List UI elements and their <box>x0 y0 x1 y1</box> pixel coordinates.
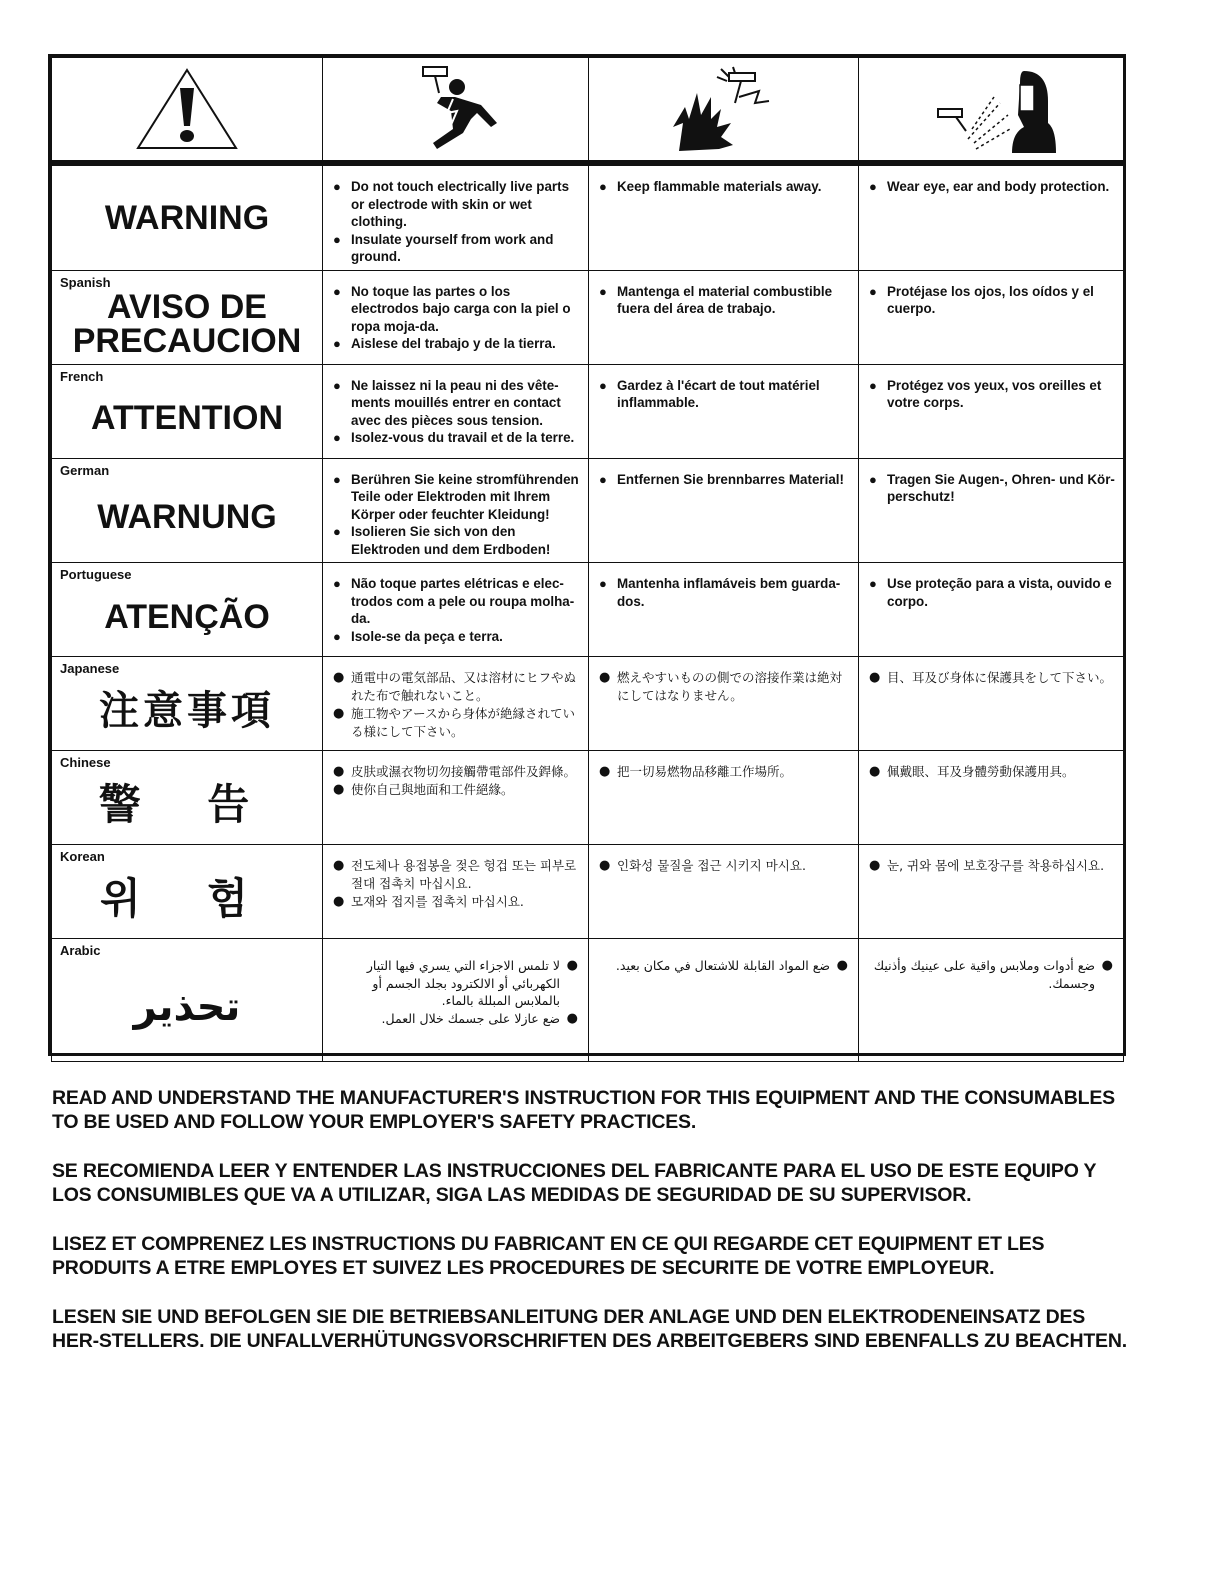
row-german <box>52 458 1124 563</box>
list-item: ● Não toque partes elétricas e elec-trodos com a pele ou roupa molha-da. <box>333 575 580 628</box>
list-item: ● 把一切易燃物品移離工作場所。 <box>599 763 850 781</box>
list-item: ● 皮肤或濕衣物切勿接觸帶電部件及銲條。 <box>333 763 580 781</box>
shock-cell <box>323 939 589 1062</box>
fire-cell <box>589 845 859 939</box>
protection-cell <box>859 270 1124 364</box>
list-item: ● Gardez à l'écart de tout matériel inflammable. <box>599 377 850 412</box>
signal-word: WARNING <box>104 198 270 237</box>
list-item: ● Isolez-vous du travail et de la terre. <box>333 429 580 447</box>
list-item: ● ضع المواد القابلة للاشتعال في مكان بعيد. <box>595 957 848 975</box>
shock-cell <box>323 270 589 364</box>
language-label: French <box>60 368 104 384</box>
list-item: ● ضع أدوات وملابس واقية على عينيك وأذنيك وجسمك. <box>865 957 1113 992</box>
row-chinese <box>52 751 1124 845</box>
protection-cell <box>859 657 1124 751</box>
protection-cell <box>859 845 1124 939</box>
list-item: ● Aislese del trabajo y de la tierra. <box>333 335 580 353</box>
warning-triangle-icon <box>132 64 242 154</box>
instruction-french: LISEZ ET COMPRENEZ LES INSTRUCTIONS DU FABRICANT EN CE QUI REGARDE CET EQUIPMENT ET LES PRODUITS A ETRE EMPLOYES ET SUIVEZ LES PROCEDURES DE SECURITE DE VOTRE EMPLOYEUR. <box>52 1233 1045 1279</box>
list-item: ● Protéjase los ojos, los oídos y el cuerpo. <box>869 283 1115 318</box>
language-label: Spanish <box>60 274 111 290</box>
lang-cell <box>52 845 323 939</box>
lang-cell <box>52 458 323 563</box>
list-item: ● 燃えやすいものの側での溶接作業は絶対にしてはなりません。 <box>599 669 850 705</box>
icon-cell-shock <box>323 58 589 164</box>
lang-cell <box>52 270 323 364</box>
lang-cell <box>52 163 323 270</box>
list-item: ● No toque las partes o los electrodos bajo carga con la piel o ropa moja-da. <box>333 283 580 336</box>
row-english <box>52 163 1124 270</box>
lang-cell <box>52 657 323 751</box>
fire-cell <box>589 751 859 845</box>
protection-cell <box>859 751 1124 845</box>
signal-word: AVISO DE PRECAUCION <box>72 288 302 360</box>
row-portuguese <box>52 563 1124 657</box>
row-korean <box>52 845 1124 939</box>
fire-cell <box>589 163 859 270</box>
warning-grid <box>51 57 1124 1062</box>
row-arabic <box>52 939 1124 1062</box>
fire-cell <box>589 563 859 657</box>
language-label: Chinese <box>60 755 111 770</box>
list-item: ● 전도체나 용접봉을 젖은 헝겁 또는 피부로 절대 접촉치 마십시요. <box>333 857 580 893</box>
list-item: ● 通電中の電気部品、又は溶材にヒフやぬれた布で触れないこと。 <box>333 669 580 705</box>
protection-cell <box>859 364 1124 458</box>
instruction-english: READ AND UNDERSTAND THE MANUFACTURER'S INSTRUCTION FOR THIS EQUIPMENT AND THE CONSUMABLES TO BE USED AND FOLLOW YOUR EMPLOYER'S SAFETY PRACTICES. <box>52 1087 1115 1133</box>
list-item: ● Keep flammable materials away. <box>599 178 850 196</box>
shock-cell <box>323 163 589 270</box>
signal-word: 注意事項 <box>99 687 275 734</box>
protection-cell <box>859 939 1124 1062</box>
protection-cell <box>859 163 1124 270</box>
list-item: ● 모재와 접지를 접촉치 마십시요. <box>333 893 580 911</box>
lang-cell <box>52 364 323 458</box>
list-item: ● Wear eye, ear and body protection. <box>869 178 1115 196</box>
list-item: ● Berühren Sie keine stromführenden Teile oder Elektroden mit Ihrem Körper oder feuchter Kleidung! <box>333 471 580 524</box>
lang-cell <box>52 939 323 1062</box>
signal-word: 警 告 <box>98 779 276 829</box>
instruction-german: LESEN SIE UND BEFOLGEN SIE DIE BETRIEBSANLEITUNG DER ANLAGE UND DEN ELEKTRODENEINSATZ DES HER-STELLERS. DIE UNFALLVERHÜTUNGSVORSCHRIFTEN DES ARBEITGEBERS SIND EBENFALLS ZU BEACHTEN. <box>52 1306 1127 1352</box>
eye-ear-body-protection-icon <box>916 63 1066 155</box>
list-item: ● Isolieren Sie sich von den Elektroden und dem Erdboden! <box>333 523 580 558</box>
list-item: ● 눈, 귀와 몸에 보호장구를 착용하십시요. <box>869 857 1115 875</box>
protection-cell <box>859 458 1124 563</box>
protection-cell <box>859 563 1124 657</box>
language-label: Arabic <box>60 943 101 958</box>
list-item: ● Use proteção para a vista, ouvido e corpo. <box>869 575 1115 610</box>
list-item: ● Mantenga el material combustible fuera del área de trabajo. <box>599 283 850 318</box>
signal-word: 위 험 <box>100 873 274 923</box>
list-item: ● Tragen Sie Augen-, Ohren- und Kör-perschutz! <box>869 471 1115 506</box>
icon-cell-protection <box>859 58 1124 164</box>
language-label: Korean <box>60 849 105 864</box>
shock-cell <box>323 657 589 751</box>
row-spanish <box>52 270 1124 364</box>
lang-cell <box>52 751 323 845</box>
list-item: ● 使你自己與地面和工件絕緣。 <box>333 781 580 799</box>
language-label: German <box>60 462 110 478</box>
fire-cell <box>589 364 859 458</box>
row-japanese <box>52 657 1124 751</box>
shock-cell <box>323 845 589 939</box>
signal-word: ATTENTION <box>90 399 283 437</box>
icon-cell-fire <box>589 58 859 164</box>
icon-cell-warning <box>52 58 323 164</box>
icon-row <box>52 58 1124 164</box>
language-label: Portuguese <box>60 567 132 582</box>
instruction-notes <box>52 1086 1132 1378</box>
shock-cell <box>323 364 589 458</box>
shock-cell <box>323 751 589 845</box>
fire-cell <box>589 939 859 1062</box>
lang-cell <box>52 563 323 657</box>
list-item: ● ضع عازلا على جسمك خلال العمل. <box>329 1010 578 1028</box>
warning-table <box>48 54 1126 1056</box>
fire-cell <box>589 657 859 751</box>
instruction-spanish: SE RECOMIENDA LEER Y ENTENDER LAS INSTRUCCIONES DEL FABRICANTE PARA EL USO DE ESTE EQUIPO Y LOS CONSUMIBLES QUE VA A UTILIZAR, SIGA LAS MEDIDAS DE SEGURIDAD DE SU SUPERVISOR. <box>52 1160 1096 1206</box>
fire-cell <box>589 458 859 563</box>
list-item: ● 佩戴眼、耳及身體勞動保護用具。 <box>869 763 1115 781</box>
list-item: ● Insulate yourself from work and ground. <box>333 231 580 266</box>
fire-cell <box>589 270 859 364</box>
list-item: ● Mantenha inflamáveis bem guarda-dos. <box>599 575 850 610</box>
list-item: ● Isole-se da peça e terra. <box>333 628 580 646</box>
shock-cell <box>323 458 589 563</box>
list-item: ● Do not touch electrically live parts or electrode with skin or wet clothing. <box>333 178 580 231</box>
signal-word: تحذير <box>133 984 241 1030</box>
row-french <box>52 364 1124 458</box>
list-item: ● 施工物やアースから身体が絶縁されている様にして下さい。 <box>333 705 580 741</box>
electric-shock-icon <box>401 63 511 155</box>
shock-cell <box>323 563 589 657</box>
list-item: ● Ne laissez ni la peau ni des vête-ments mouillés entrer en contact avec des pièces sous tension. <box>333 377 580 430</box>
fire-explosion-icon <box>659 63 789 155</box>
list-item: ● 인화성 물질을 접근 시키지 마시요. <box>599 857 850 875</box>
list-item: ● 目、耳及び身体に保護具をして下さい。 <box>869 669 1115 687</box>
signal-word: WARNUNG <box>97 498 277 537</box>
list-item: ● لا تلمس الاجزاء التي يسري فيها التيار الكهربائي أو الالكترود بجلد الجسم أو بالملابس المبللة بالماء. <box>329 957 578 1010</box>
list-item: ● Entfernen Sie brennbarres Material! <box>599 471 850 489</box>
signal-word: ATENÇÃO <box>104 597 270 636</box>
list-item: ● Protégez vos yeux, vos oreilles et votre corps. <box>869 377 1115 412</box>
language-label: Japanese <box>60 661 120 676</box>
